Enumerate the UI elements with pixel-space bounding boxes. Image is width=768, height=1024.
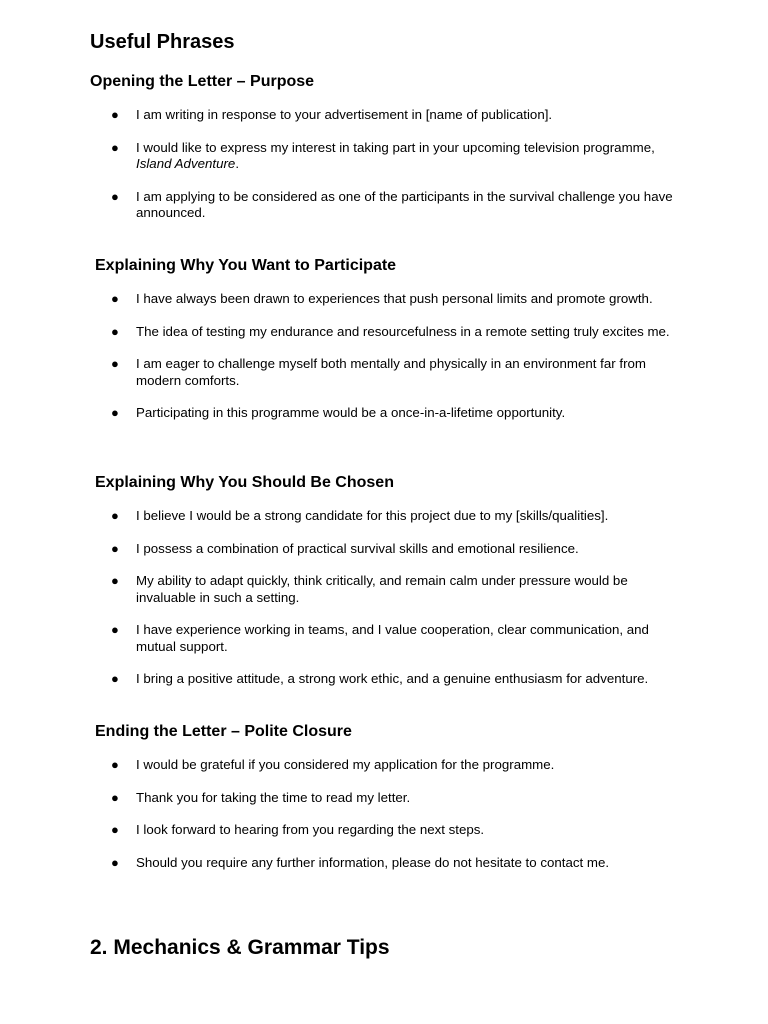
bullet-icon: ● [111, 622, 119, 637]
list-item-text: Participating in this programme would be a once-in-a-lifetime opportunity. [136, 405, 566, 420]
list-item [0, 508, 681, 525]
list-item [0, 356, 681, 389]
page-title: Useful Phrases [90, 31, 235, 53]
list-item [0, 140, 681, 173]
list-item-text: Thank you for taking the time to read my letter. [136, 789, 411, 805]
section-heading-opening: Opening the Letter – Purpose [90, 73, 315, 90]
list-item [0, 405, 681, 422]
list-item [0, 573, 681, 606]
list-ending [0, 757, 768, 871]
list-opening [0, 107, 768, 222]
list-item-text: I would like to express my interest in taking part in your upcoming television programme, [136, 139, 655, 155]
list-item [0, 855, 681, 872]
list-item [0, 822, 681, 839]
list-item-text: I believe I would be a strong candidate for this project due to my [skills/qualities]. [136, 508, 609, 523]
list-item-text: I bring a positive attitude, a strong work ethic, and a genuine enthusiasm for adventure. [136, 671, 649, 686]
bullet-icon: ● [111, 107, 119, 122]
list-item [0, 291, 681, 308]
bullet-icon: ● [111, 789, 119, 805]
list-item-text: The idea of testing my endurance and resourcefulness in a remote setting truly excites me. [136, 323, 670, 339]
list-item-text: Should you require any further information, please do not hesitate to contact me. [136, 854, 610, 870]
list-item [0, 189, 681, 222]
list-item [0, 622, 681, 655]
bullet-icon: ● [111, 356, 119, 371]
bullet-icon: ● [111, 323, 119, 339]
section-heading-ending: Ending the Letter – Polite Closure [95, 723, 352, 740]
bullet-icon: ● [111, 671, 119, 686]
section-heading-why-participate: Explaining Why You Want to Participate [95, 257, 397, 274]
list-why-chosen [0, 508, 768, 688]
list-item [0, 790, 681, 807]
bullet-icon: ● [111, 139, 119, 155]
list-item [0, 757, 681, 774]
list-why-participate [0, 291, 768, 422]
bullet-icon: ● [111, 508, 119, 523]
bullet-icon: ● [111, 854, 119, 870]
list-item [0, 541, 681, 558]
list-item-text: I am writing in response to your advertisement in [name of publication]. [136, 107, 553, 122]
list-item-text: I look forward to hearing from you regarding the next steps. [136, 822, 485, 837]
list-item-text: I am eager to challenge myself both mentally and physically in an environment far from modern comforts. [136, 356, 646, 388]
list-item-text: I have experience working in teams, and I value cooperation, clear communication, and mutual support. [136, 622, 649, 654]
bullet-icon: ● [111, 540, 119, 556]
list-item-text: My ability to adapt quickly, think critically, and remain calm under pressure would be invaluable in such a setting. [136, 573, 628, 605]
list-item-text: I have always been drawn to experiences that push personal limits and promote growth. [136, 291, 653, 306]
list-item [0, 671, 681, 688]
list-item-text: I am applying to be considered as one of the participants in the survival challenge you have announced. [136, 188, 673, 220]
list-item-text: I would be grateful if you considered my application for the programme. [136, 757, 555, 772]
bullet-icon: ● [111, 188, 119, 204]
bullet-icon: ● [111, 573, 119, 588]
bullet-icon: ● [111, 757, 119, 772]
bullet-icon: ● [111, 291, 119, 306]
list-item [0, 107, 681, 124]
bullet-icon: ● [111, 822, 119, 837]
section-heading-why-chosen: Explaining Why You Should Be Chosen [95, 474, 394, 491]
list-item-text: I possess a combination of practical survival skills and emotional resilience. [136, 540, 579, 556]
list-item-text-end: . [235, 156, 240, 171]
list-item [0, 324, 681, 341]
programme-title-italic: Island Adventure [136, 156, 236, 171]
bullet-icon: ● [111, 405, 119, 420]
next-section-heading: 2. Mechanics & Grammar Tips [90, 936, 390, 959]
